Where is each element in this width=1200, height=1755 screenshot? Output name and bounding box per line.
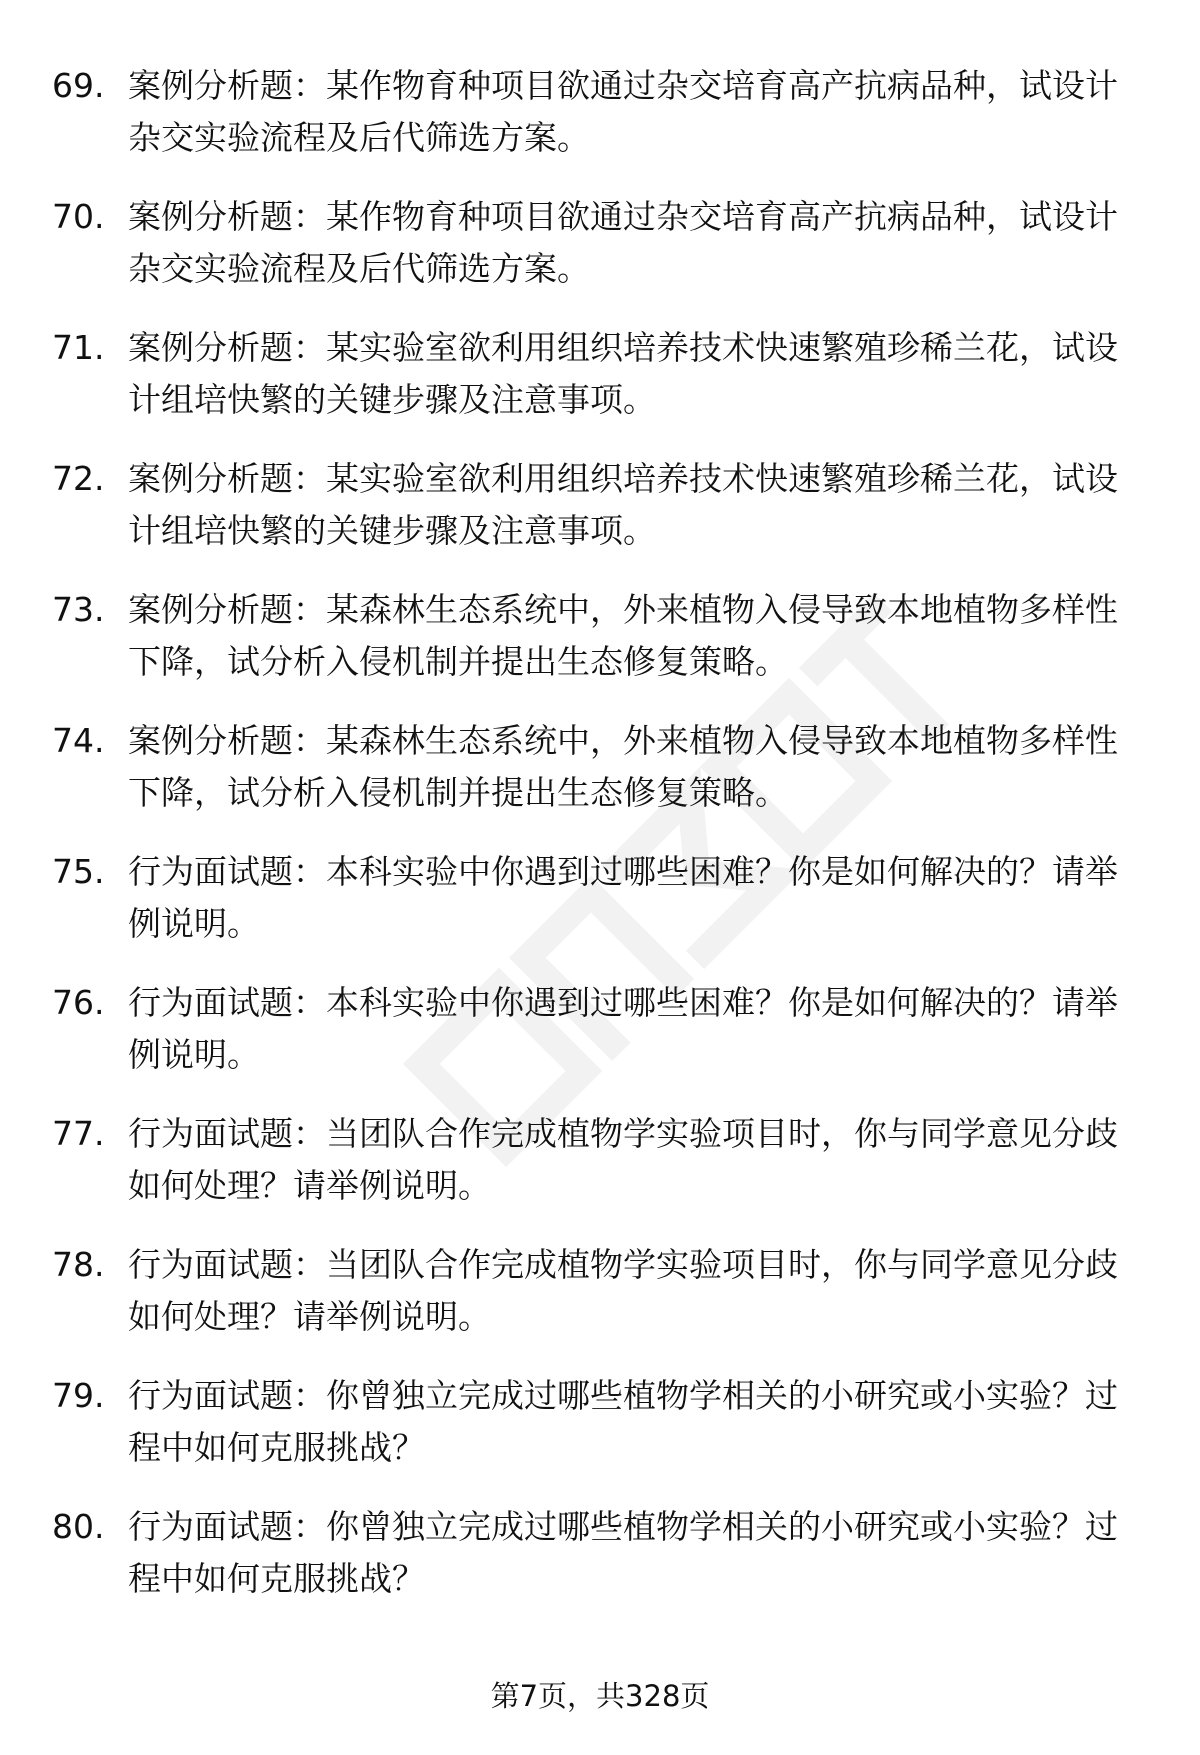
question-text: 行为面试题：本科实验中你遇到过哪些困难？你是如何解决的？请举例说明。 (128, 983, 1118, 1074)
question-text: 行为面试题：你曾独立完成过哪些植物学相关的小研究或小实验？过程中如何克服挑战？ (128, 1376, 1118, 1467)
question-number: 72. (52, 459, 105, 498)
list-item (52, 584, 1147, 715)
question-number: 78. (52, 1245, 105, 1284)
question-number: 80. (52, 1507, 105, 1546)
question-text: 案例分析题：某森林生态系统中，外来植物入侵导致本地植物多样性下降，试分析入侵机制并提出生态修复策略。 (128, 590, 1118, 681)
list-item (52, 977, 1147, 1108)
list-item (52, 846, 1147, 977)
list-item (52, 1239, 1147, 1370)
question-text: 案例分析题：某实验室欲利用组织培养技术快速繁殖珍稀兰花，试设计组培快繁的关键步骤及注意事项。 (128, 459, 1118, 550)
question-text: 行为面试题：当团队合作完成植物学实验项目时，你与同学意见分歧如何处理？请举例说明。 (128, 1245, 1118, 1336)
question-list (52, 60, 1147, 1632)
question-number: 69. (52, 66, 105, 105)
question-number: 71. (52, 328, 105, 367)
list-item (52, 60, 1147, 191)
list-item (52, 1370, 1147, 1501)
question-text: 案例分析题：某作物育种项目欲通过杂交培育高产抗病品种，试设计杂交实验流程及后代筛选方案。 (128, 197, 1118, 288)
question-text: 行为面试题：当团队合作完成植物学实验项目时，你与同学意见分歧如何处理？请举例说明。 (128, 1114, 1118, 1205)
question-text: 行为面试题：本科实验中你遇到过哪些困难？你是如何解决的？请举例说明。 (128, 852, 1118, 943)
question-number: 70. (52, 197, 105, 236)
question-number: 75. (52, 852, 105, 891)
list-item (52, 715, 1147, 846)
question-number: 74. (52, 721, 105, 760)
question-number: 79. (52, 1376, 105, 1415)
question-number: 76. (52, 983, 105, 1022)
question-text: 行为面试题：你曾独立完成过哪些植物学相关的小研究或小实验？过程中如何克服挑战？ (128, 1507, 1118, 1598)
list-item (52, 1108, 1147, 1239)
list-item (52, 1501, 1147, 1632)
question-number: 77. (52, 1114, 105, 1153)
question-text: 案例分析题：某森林生态系统中，外来植物入侵导致本地植物多样性下降，试分析入侵机制并提出生态修复策略。 (128, 721, 1118, 812)
question-number: 73. (52, 590, 105, 629)
question-text: 案例分析题：某实验室欲利用组织培养技术快速繁殖珍稀兰花，试设计组培快繁的关键步骤及注意事项。 (128, 328, 1118, 419)
question-text: 案例分析题：某作物育种项目欲通过杂交培育高产抗病品种，试设计杂交实验流程及后代筛选方案。 (128, 66, 1118, 157)
page-number: 第7页，共328页 (490, 1679, 710, 1713)
list-item (52, 322, 1147, 453)
list-item (52, 191, 1147, 322)
list-item (52, 453, 1147, 584)
